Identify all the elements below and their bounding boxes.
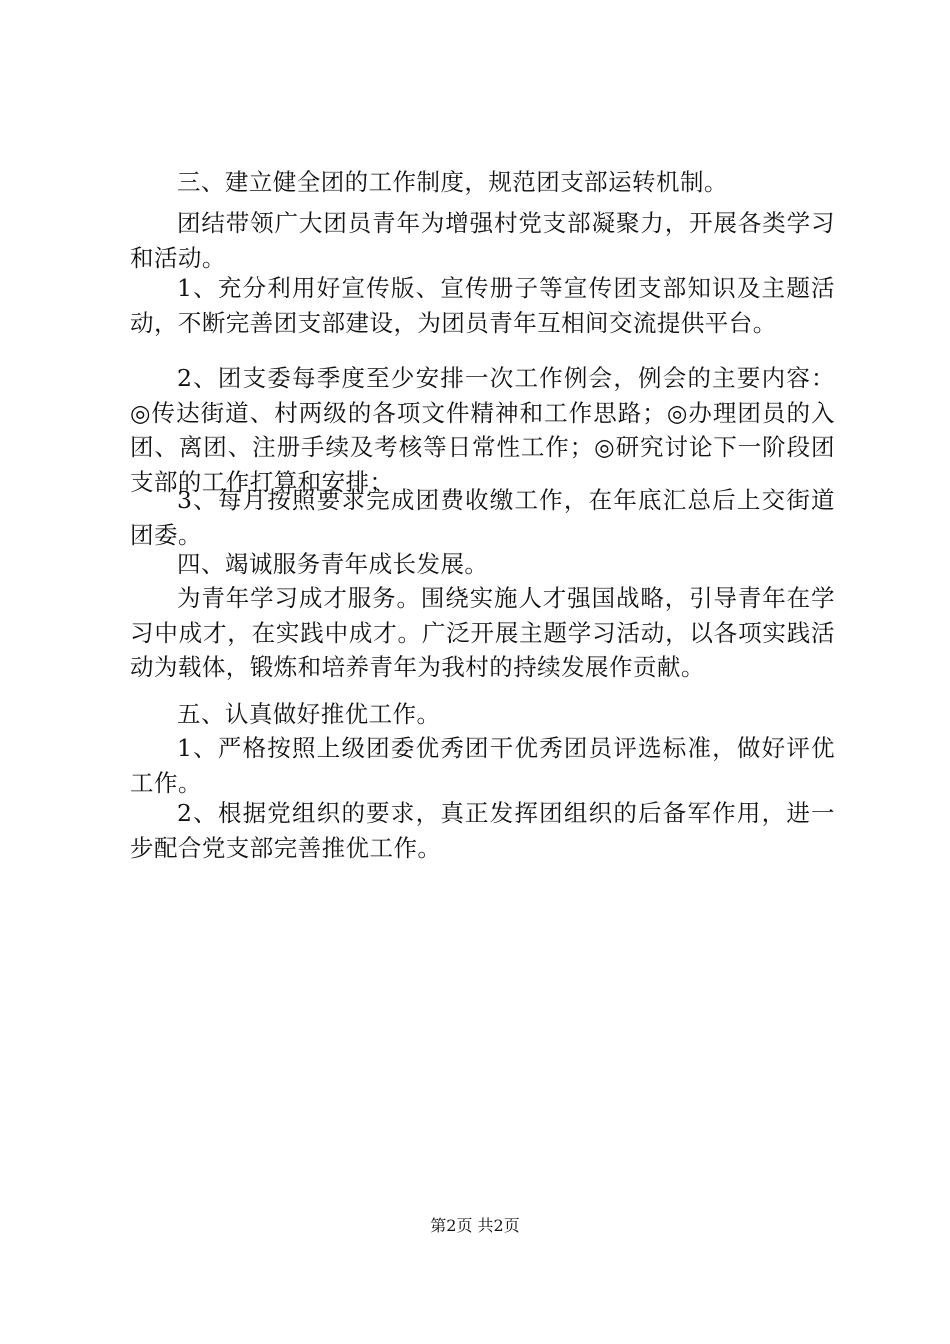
section-heading-4: 四、竭诚服务青年成长发展。 bbox=[177, 550, 489, 578]
paragraph-item-2-meetings: 2、团支委每季度至少安排一次工作例会，例会的主要内容：◎传达街道、村两级的各项文件精神和工作思路；◎办理团员的入团、离团、注册手续及考核等日常性工作；◎研究讨论下一阶段团支部的工作打算和安排； bbox=[130, 364, 835, 496]
paragraph-item-1-standards: 1、严格按照上级团委优秀团干优秀团员评选标准，做好评优工作。 bbox=[130, 734, 835, 797]
paragraph-item-3-dues: 3、每月按照要求完成团费收缴工作，在年底汇总后上交街道团委。 bbox=[130, 486, 835, 549]
paragraph-item-1-publicity: 1、充分利用好宣传版、宣传册子等宣传团支部知识及主题活动，不断完善团支部建设，为团员青年互相间交流提供平台。 bbox=[130, 274, 835, 337]
paragraph-youth-talent: 为青年学习成才服务。围绕实施人才强国战略，引导青年在学习中成才，在实践中成才。广泛开展主题学习活动，以各项实践活动为载体，锻炼和培养青年为我村的持续发展作贡献。 bbox=[130, 584, 835, 681]
paragraph-item-2-reserve: 2、根据党组织的要求，真正发挥团组织的后备军作用，进一步配合党支部完善推优工作。 bbox=[130, 799, 835, 862]
page-footer: 第2页 共2页 bbox=[430, 1216, 520, 1235]
paragraph-unite-youth: 团结带领广大团员青年为增强村党支部凝聚力，开展各类学习和活动。 bbox=[130, 209, 835, 272]
section-heading-3: 三、建立健全团的工作制度，规范团支部运转机制。 bbox=[177, 168, 728, 196]
section-heading-5: 五、认真做好推优工作。 bbox=[177, 700, 441, 728]
